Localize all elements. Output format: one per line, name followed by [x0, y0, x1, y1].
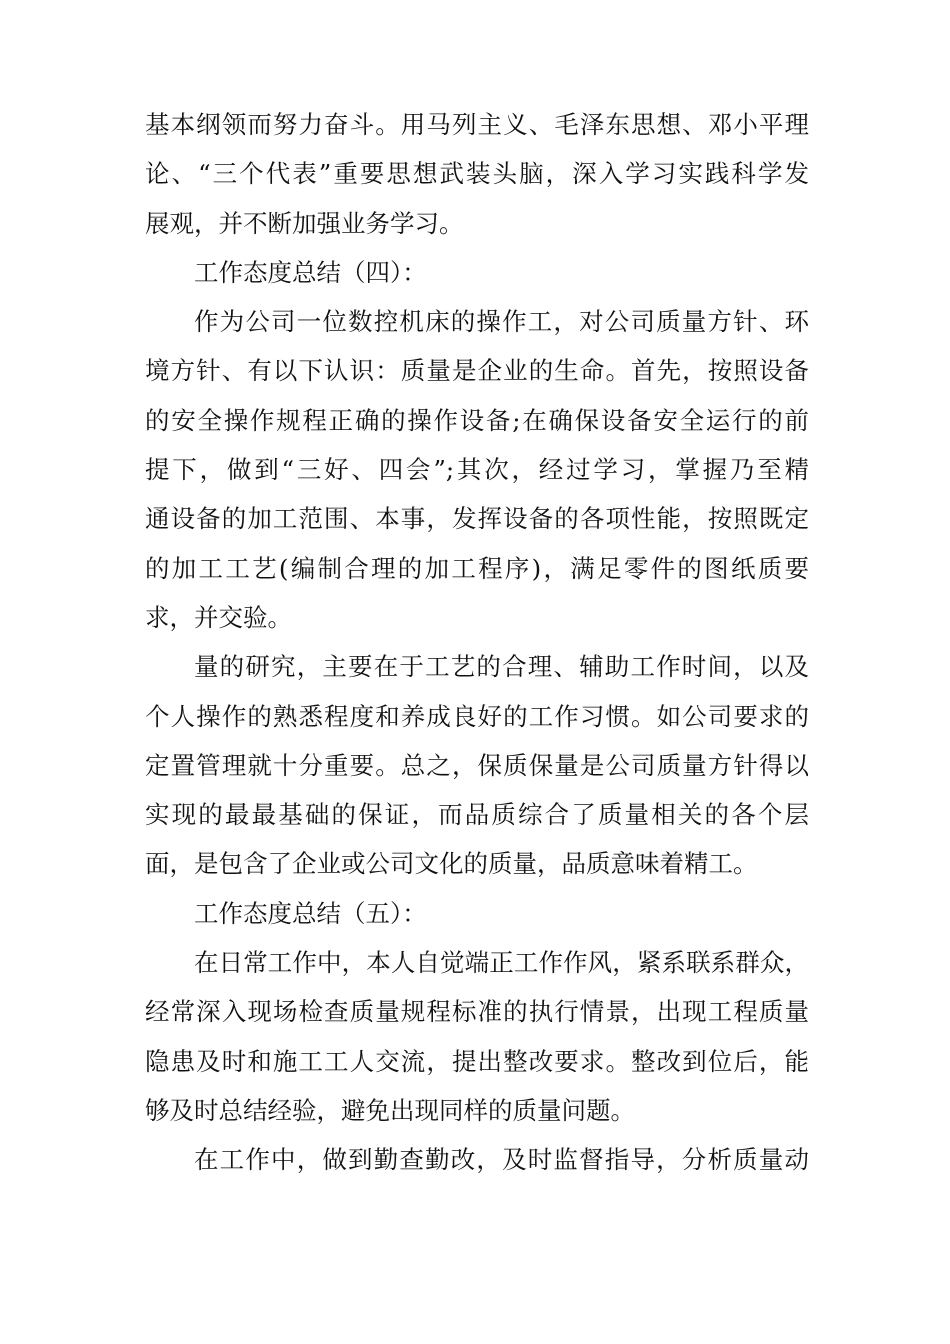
- paragraph: [145, 297, 809, 642]
- text-line: 的安全操作规程正确的操作设备;在确保设备安全运行的前: [145, 405, 809, 435]
- text-line: 基本纲领而努力奋斗。用马列主义、毛泽东思想、邓小平理: [145, 110, 809, 139]
- text-line: 量的研究，主要在于工艺的合理、辅助工作时间，以及: [194, 652, 809, 682]
- text-line: 展观，并不断加强业务学习。: [145, 208, 464, 238]
- paragraph: [145, 1135, 809, 1184]
- text-line: 提下，做到“三好、四会”;其次，经过学习，掌握乃至精: [145, 455, 809, 485]
- text-line: 定置管理就十分重要。总之，保质保量是公司质量方针得以: [145, 750, 809, 780]
- text-line: 通设备的加工范围、本事，发挥设备的各项性能，按照既定: [145, 504, 809, 534]
- text-line: 的加工工艺(编制合理的加工程序)，满足零件的图纸质要: [145, 553, 809, 583]
- text-line: 隐患及时和施工工人交流，提出整改要求。整改到位后，能: [145, 1046, 809, 1076]
- text-line: 论、“三个代表”重要思想武装头脑，深入学习实践科学发: [145, 159, 809, 189]
- text-line: 作为公司一位数控机床的操作工，对公司质量方针、环: [194, 307, 809, 337]
- section-heading: [145, 248, 809, 297]
- heading-text: 工作态度总结（四）：: [194, 257, 427, 287]
- text-line: 个人操作的熟悉程度和养成良好的工作习惯。如公司要求的: [145, 701, 809, 731]
- text-line: 经常深入现场检查质量规程标准的执行情景，出现工程质量: [145, 997, 809, 1027]
- text-line: 在日常工作中，本人自觉端正工作作风，紧系联系群众，: [194, 948, 809, 978]
- section-heading: [145, 889, 809, 938]
- text-line: 面，是包含了企业或公司文化的质量，品质意味着精工。: [145, 849, 758, 879]
- text-line: 在工作中，做到勤查勤改，及时监督指导，分析质量动: [194, 1145, 809, 1175]
- text-line: 实现的最最基础的保证，而品质综合了质量相关的各个层: [145, 800, 809, 830]
- text-line: 够及时总结经验，避免出现同样的质量问题。: [145, 1095, 635, 1125]
- text-line: 境方针、有以下认识：质量是企业的生命。首先，按照设备: [145, 356, 809, 386]
- text-line: 求，并交验。: [145, 602, 292, 632]
- paragraph: [145, 938, 809, 1135]
- document-body: [145, 100, 809, 1185]
- heading-text: 工作态度总结（五）：: [194, 898, 427, 928]
- paragraph: [145, 642, 809, 888]
- paragraph: [145, 100, 809, 248]
